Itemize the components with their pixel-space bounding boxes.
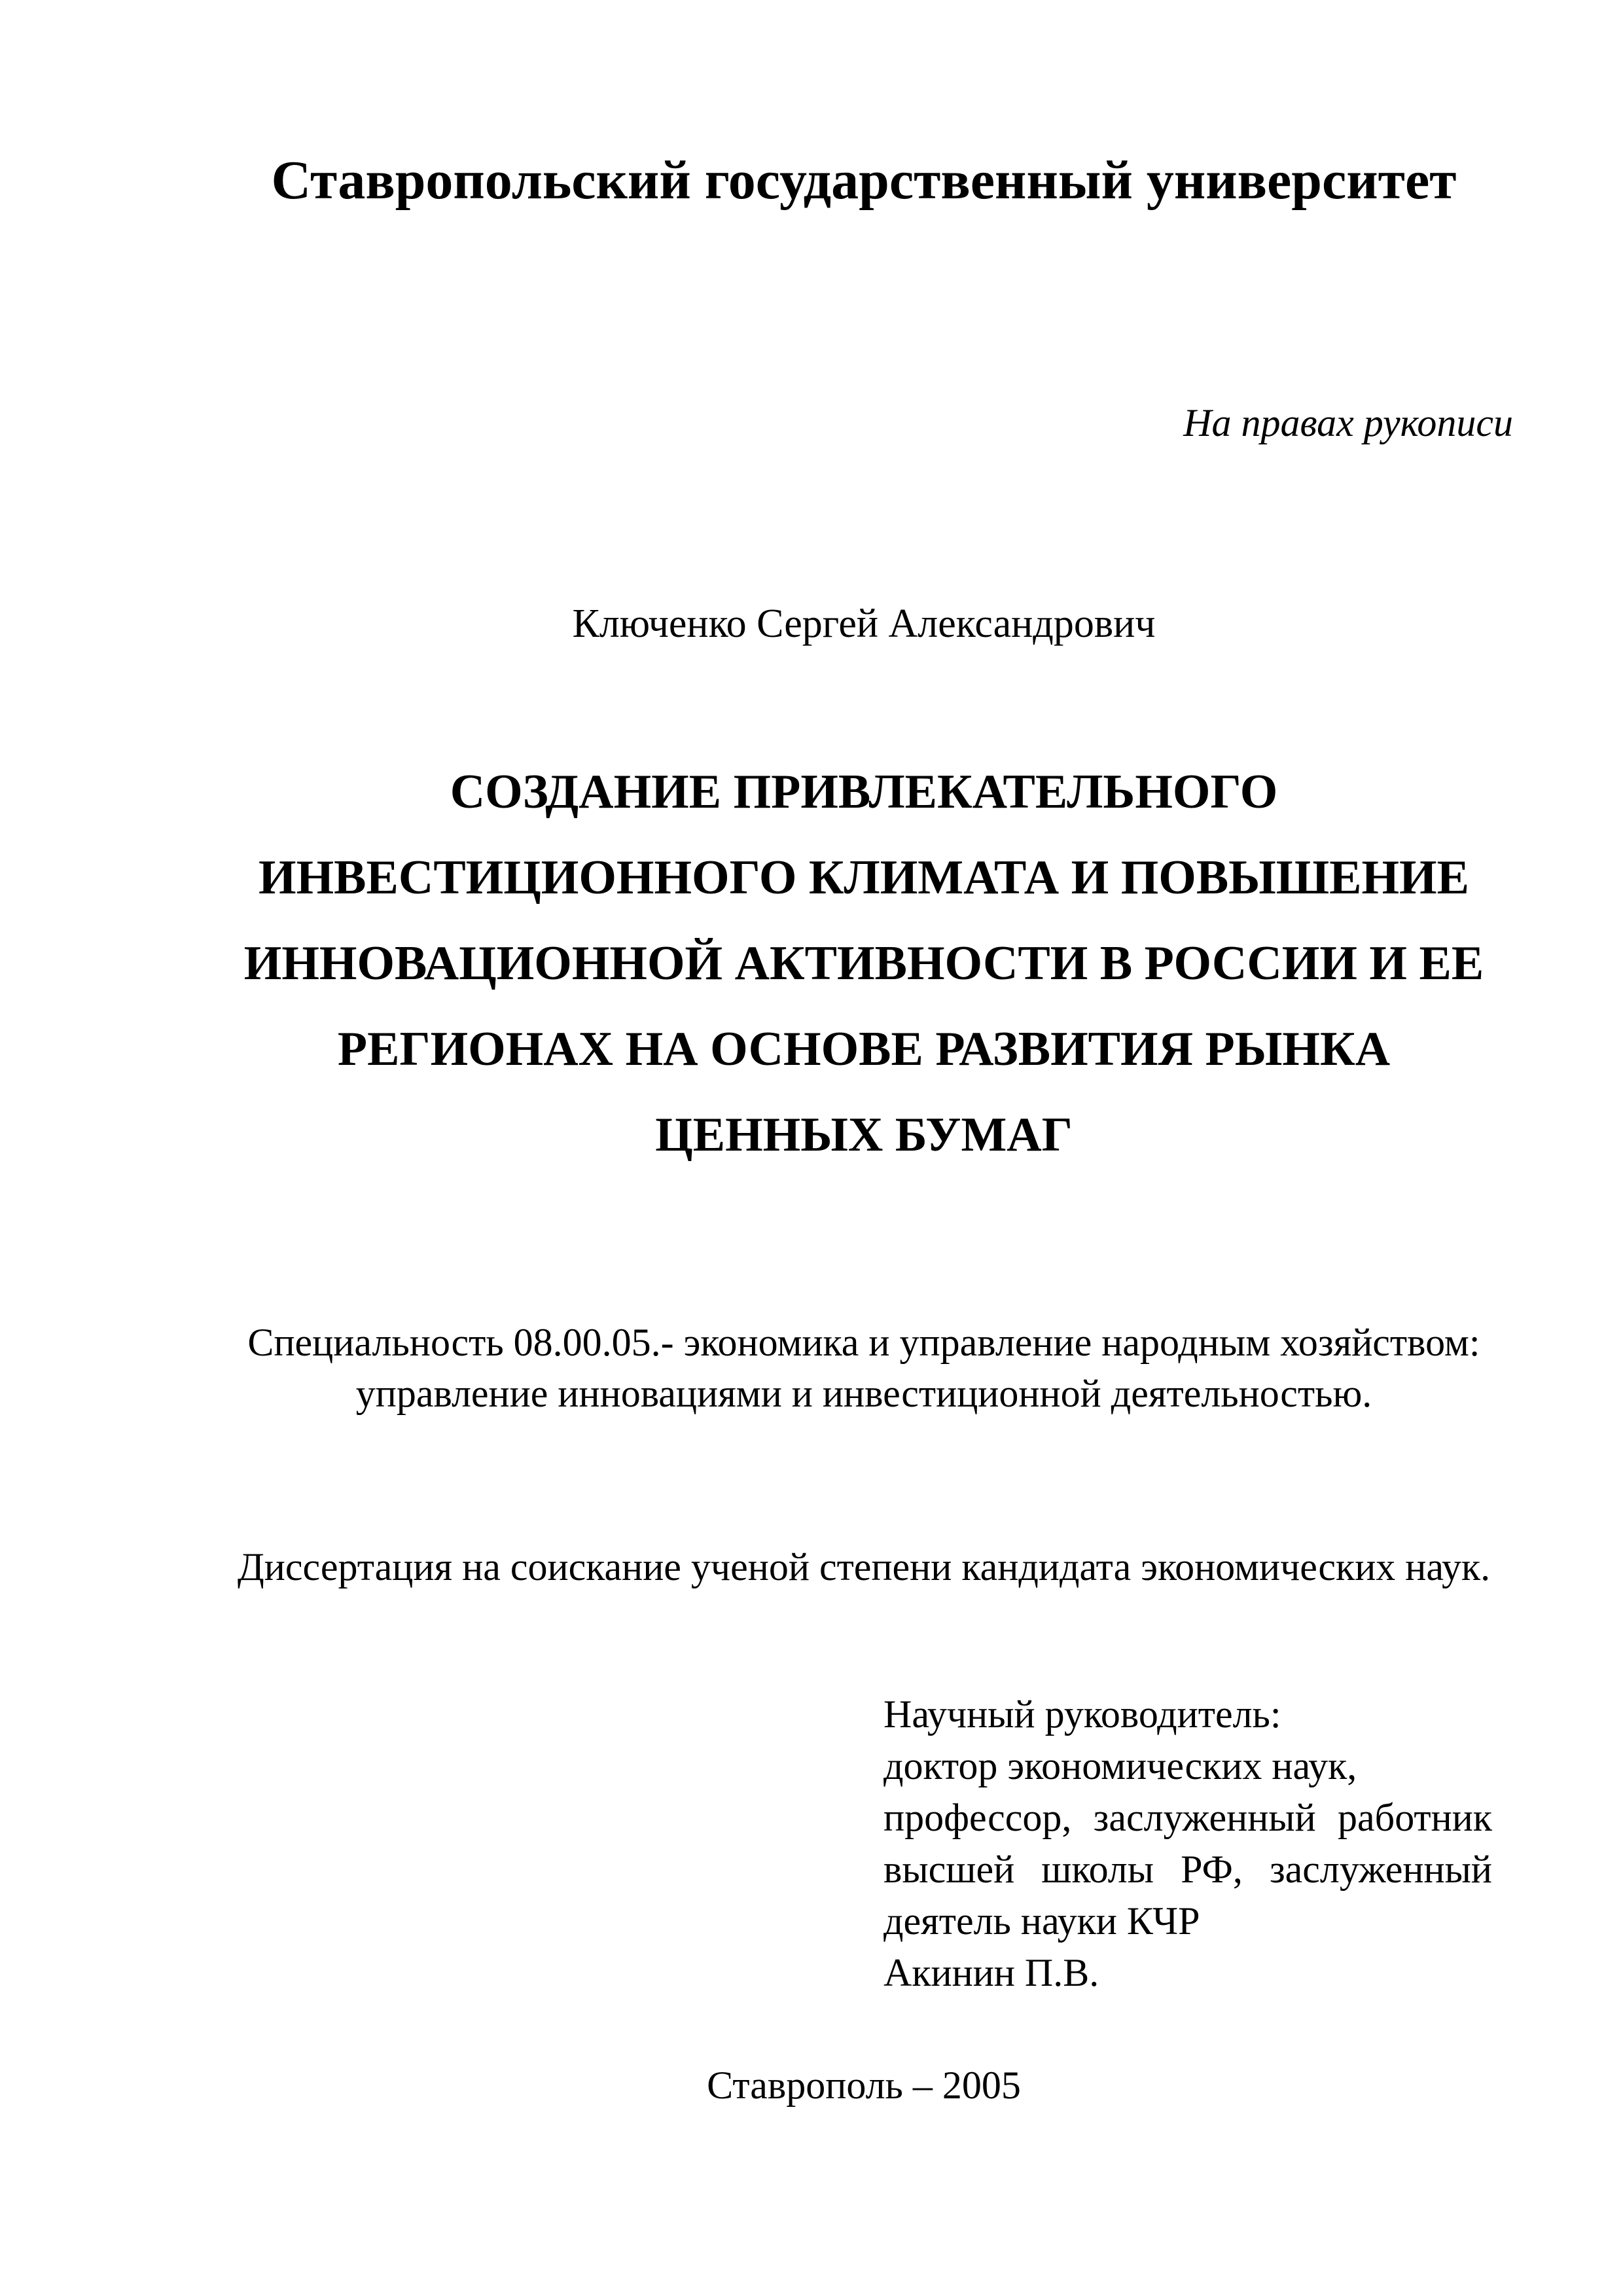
dissertation-degree-note: Диссертация на соискание ученой степени кандидата экономических наук. (237, 1545, 1491, 1588)
title-line: РЕГИОНАХ НА ОСНОВЕ РАЗВИТИЯ РЫНКА (337, 1022, 1391, 1076)
dissertation-title (0, 749, 1623, 1178)
title-line: ЦЕННЫХ БУМАГ (655, 1108, 1073, 1162)
supervisor-heading: Научный руководитель: (883, 1693, 1281, 1736)
supervisor-name: Акинин П.В. (883, 1951, 1099, 1994)
university-name: Ставропольский государственный университет (271, 150, 1457, 211)
title-line: СОЗДАНИЕ ПРИВЛЕКАТЕЛЬНОГО (450, 765, 1278, 819)
specialty-line: управление инновациями и инвестиционной деятельностью. (355, 1372, 1372, 1415)
specialty-block (0, 1317, 1623, 1419)
supervisor-block (883, 1689, 1492, 1999)
supervisor-line: высшей школы РФ, заслуженный (883, 1848, 1492, 1891)
specialty-line: Специальность 08.00.05.- экономика и управление народным хозяйством: (247, 1321, 1480, 1364)
supervisor-line: профессор, заслуженный работник (883, 1796, 1492, 1839)
title-line: ИННОВАЦИОННОЙ АКТИВНОСТИ В РОССИИ И ЕЕ (243, 937, 1484, 990)
manuscript-note: На правах рукописи (1183, 401, 1513, 444)
place-and-year: Ставрополь – 2005 (707, 2064, 1021, 2107)
title-line: ИНВЕСТИЦИОННОГО КЛИМАТА И ПОВЫШЕНИЕ (259, 851, 1469, 905)
author-name: Ключенко Сергей Александрович (572, 601, 1156, 646)
supervisor-line: деятель науки КЧР (883, 1899, 1200, 1943)
supervisor-line: доктор экономических наук, (883, 1744, 1357, 1787)
